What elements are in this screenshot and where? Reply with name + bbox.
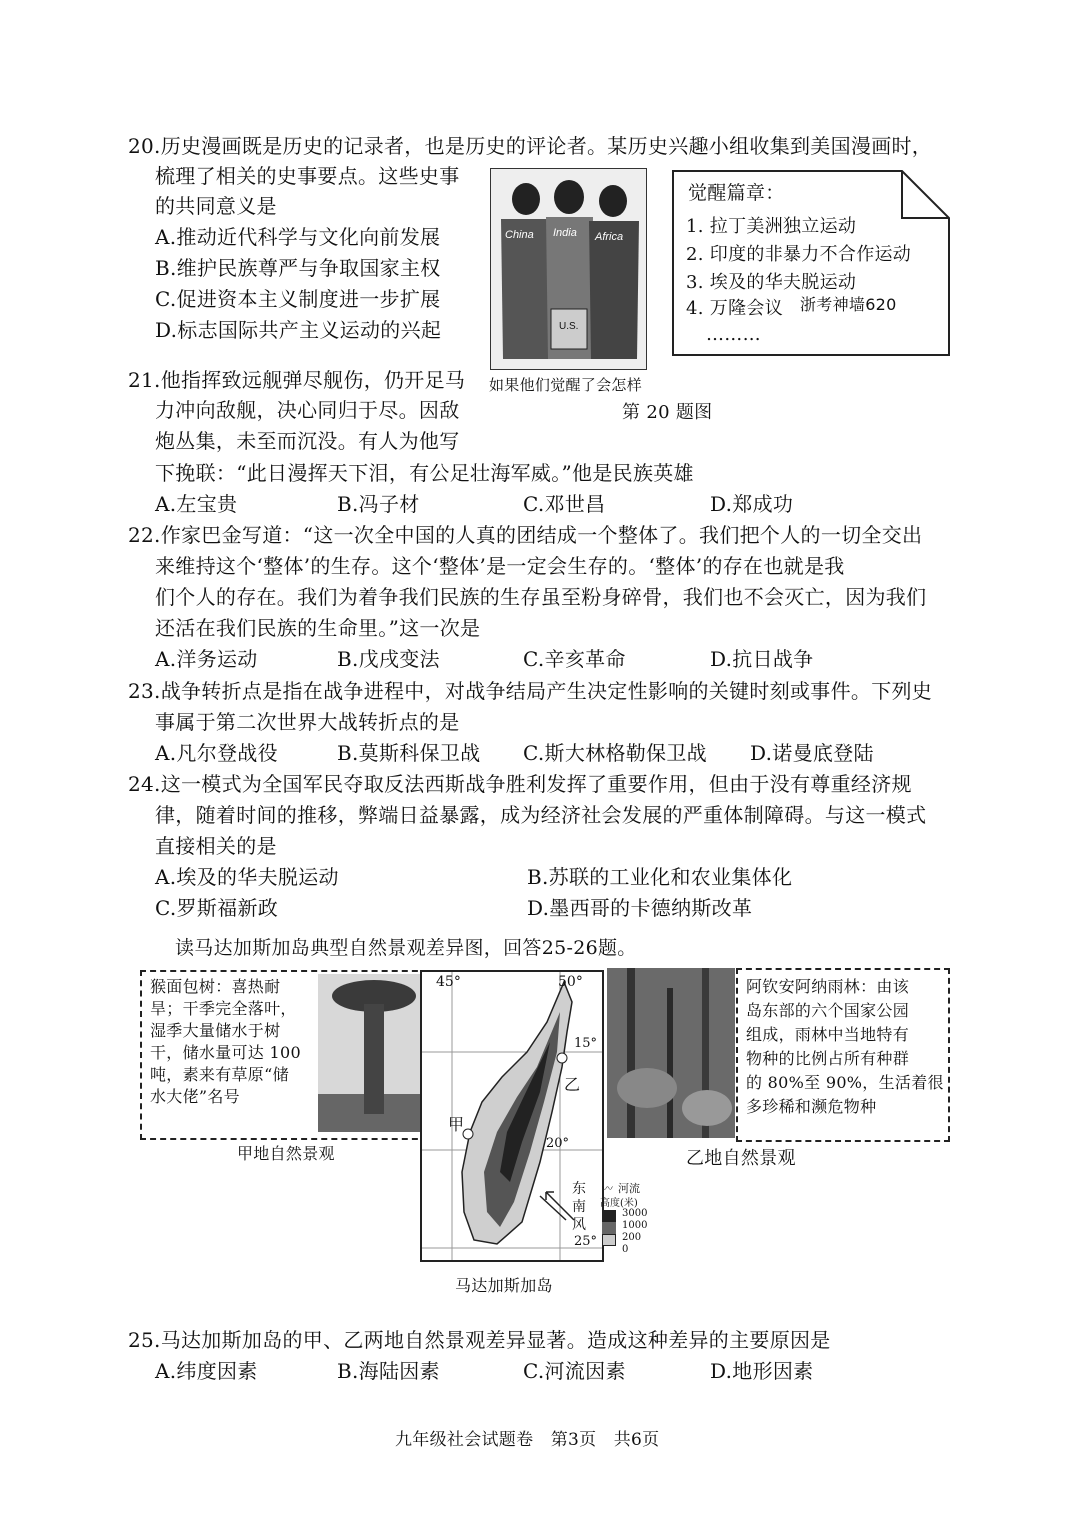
q21-line4: 下挽联：“此日漫挥天下泪，有公足壮海军威。”他是民族英雄 xyxy=(155,461,694,485)
left-landscape-box xyxy=(140,970,438,1140)
q20-stem-line3: 的共同意义是 xyxy=(155,194,277,218)
cartoon-caption: 如果他们觉醒了会怎样 xyxy=(489,376,643,394)
note-title: 觉醒篇章： xyxy=(688,182,785,204)
wind-label-1: 东 xyxy=(572,1181,586,1197)
q21-option-b: B.冯子材 xyxy=(337,492,420,516)
baobab-photo xyxy=(318,974,430,1132)
note-item-2: 2. 印度的非暴力不合作运动 xyxy=(686,244,912,265)
wind-arrows-icon xyxy=(536,1182,576,1222)
baobab-line4: 干，储水量可达 100 xyxy=(150,1043,301,1062)
note-item-3: 3. 埃及的华夫脱运动 xyxy=(686,272,857,293)
legend-value-0: 0 xyxy=(622,1244,629,1255)
q21-line3: 炮丛集，未至而沉没。有人为他写 xyxy=(155,429,460,453)
right-landscape-box xyxy=(736,968,950,1142)
legend-value-3000: 3000 xyxy=(622,1208,648,1219)
wind-label-2: 南 xyxy=(572,1199,586,1215)
note-item-1: 1. 拉丁美洲独立运动 xyxy=(686,216,857,237)
lon-label-45: 45° xyxy=(436,974,461,990)
note-item-4: 4. 万隆会议 xyxy=(686,298,783,319)
rainforest-photo xyxy=(607,968,735,1138)
jia-caption: 甲地自然景观 xyxy=(237,1144,335,1163)
q22-option-a: A.洋务运动 xyxy=(155,647,258,671)
lon-label-50: 50° xyxy=(558,974,583,990)
rainforest-line5: 的 80%至 90%，生活着很 xyxy=(746,1073,944,1092)
q20-option-b: B.维护民族尊严与争取国家主权 xyxy=(155,256,441,280)
legend-swatch-high xyxy=(602,1210,616,1222)
q20-option-a: A.推动近代科学与文化向前发展 xyxy=(155,225,441,249)
q25-option-a: A.纬度因素 xyxy=(155,1359,258,1383)
rainforest-line1: 阿钦安阿纳雨林：由该 xyxy=(746,977,910,996)
baobab-line6: 水大佬”名号 xyxy=(150,1087,240,1106)
q20-figure-caption: 第 20 题图 xyxy=(622,402,713,423)
cartoon-label-india: India xyxy=(553,227,577,239)
q22-option-b: B.戊戌变法 xyxy=(337,647,440,671)
q21-line1: 21.他指挥致远舰弹尽舰伤，仍开足马 xyxy=(128,368,466,392)
q20-option-d: D.标志国际共产主义运动的兴起 xyxy=(155,318,442,342)
wind-label-3: 风 xyxy=(572,1217,586,1233)
cartoon-label-china: China xyxy=(505,229,534,241)
q20-note-card xyxy=(672,170,950,356)
q25-option-b: B.海陆因素 xyxy=(337,1359,440,1383)
cartoon-illustration xyxy=(491,169,646,369)
legend-value-1000: 1000 xyxy=(622,1220,648,1231)
q24-line3: 直接相关的是 xyxy=(155,834,277,858)
map-caption: 马达加斯加岛 xyxy=(455,1276,553,1295)
q22-line3: 们个人的存在。我们为着争我们民族的生存虽至粉身碎骨，我们也不会灭亡，因为我们 xyxy=(155,585,927,609)
lat-label-20: 20° xyxy=(546,1136,570,1151)
q23-option-c: C.斯大林格勒保卫战 xyxy=(523,741,707,765)
legend-height-title: 高度(米) xyxy=(600,1198,638,1209)
page-footer: 九年级社会试题卷 第3页 共6页 xyxy=(395,1430,660,1450)
map-legend xyxy=(600,1180,660,1260)
q22-line4: 还活在我们民族的生命里。”这一次是 xyxy=(155,616,481,640)
q21-option-a: A.左宝贵 xyxy=(155,492,238,516)
point-yi-label: 乙 xyxy=(564,1075,581,1094)
legend-swatch-low xyxy=(602,1234,616,1246)
q23-option-b: B.莫斯科保卫战 xyxy=(337,741,481,765)
q20-stem-line2: 梳理了相关的史事要点。这些史事 xyxy=(155,164,460,188)
rainforest-line6: 多珍稀和濒危物种 xyxy=(746,1097,877,1116)
q24-option-c: C.罗斯福新政 xyxy=(155,896,279,920)
yi-caption: 乙地自然景观 xyxy=(686,1148,796,1169)
legend-value-200: 200 xyxy=(622,1232,642,1243)
rainforest-line4: 物种的比例占所有种群 xyxy=(746,1049,910,1068)
q24-option-a: A.埃及的华夫脱运动 xyxy=(155,865,339,889)
legend-swatch-mid xyxy=(602,1222,616,1234)
point-jia-label: 甲 xyxy=(448,1115,465,1134)
q22-option-c: C.辛亥革命 xyxy=(523,647,626,671)
baobab-line1: 猴面包树：喜热耐 xyxy=(150,977,281,996)
q25-stem: 25.马达加斯加岛的甲、乙两地自然景观差异显著。造成这种差异的主要原因是 xyxy=(128,1328,831,1352)
baobab-line2: 旱；干季完全落叶， xyxy=(150,999,297,1018)
q25-26-intro: 读马达加斯加岛典型自然景观差异图，回答25-26题。 xyxy=(175,937,637,959)
note-ellipsis: ……… xyxy=(706,324,761,345)
cartoon-label-africa: Africa xyxy=(595,231,624,243)
note-watermark: 浙考神墙620 xyxy=(800,295,897,314)
rainforest-line2: 岛东部的六个国家公园 xyxy=(746,1001,910,1020)
rainforest-line3: 组成，雨林中当地特有 xyxy=(746,1025,910,1044)
q24-option-b: B.苏联的工业化和农业集体化 xyxy=(527,865,793,889)
cartoon-label-us: U.S. xyxy=(559,321,579,332)
q21-line2: 力冲向敌舰，决心同归于尽。因敌 xyxy=(155,398,460,422)
q20-cartoon xyxy=(490,168,647,370)
lat-label-25: 25° xyxy=(574,1234,598,1249)
q25-option-d: D.地形因素 xyxy=(710,1359,814,1383)
q21-option-d: D.郑成功 xyxy=(710,492,794,516)
legend-river-icon: 〰 xyxy=(602,1182,613,1195)
q24-line1: 24.这一模式为全国军民夺取反法西斯战争胜利发挥了重要作用，但由于没有尊重经济规 xyxy=(128,772,912,796)
q21-option-c: C.邓世昌 xyxy=(523,492,606,516)
q23-line1: 23.战争转折点是指在战争进程中，对战争结局产生决定性影响的关键时刻或事件。下列史 xyxy=(128,679,933,703)
legend-river-label: 河流 xyxy=(618,1182,640,1195)
baobab-line3: 湿季大量储水于树 xyxy=(150,1021,281,1040)
q20-stem-line1: 20.历史漫画既是历史的记录者，也是历史的评论者。某历史兴趣小组收集到美国漫画时， xyxy=(128,134,933,158)
q20-option-c: C.促进资本主义制度进一步扩展 xyxy=(155,287,441,311)
baobab-line5: 吨，素来有草原“储 xyxy=(150,1065,289,1084)
q24-option-d: D.墨西哥的卡德纳斯改革 xyxy=(527,896,753,920)
lat-label-15: 15° xyxy=(574,1036,598,1051)
q22-line2: 来维持这个‘整体’的生存。这个‘整体’是一定会生存的。‘整体’的存在也就是我 xyxy=(155,554,845,578)
q23-option-a: A.凡尔登战役 xyxy=(155,741,278,765)
q23-option-d: D.诺曼底登陆 xyxy=(750,741,874,765)
madagascar-map xyxy=(420,970,604,1262)
q25-option-c: C.河流因素 xyxy=(523,1359,626,1383)
q24-line2: 律，随着时间的推移，弊端日益暴露，成为经济社会发展的严重体制障碍。与这一模式 xyxy=(155,803,927,827)
q23-line2: 事属于第二次世界大战转折点的是 xyxy=(155,710,460,734)
q22-option-d: D.抗日战争 xyxy=(710,647,814,671)
q22-line1: 22.作家巴金写道：“这一次全中国的人真的团结成一个整体了。我们把个人的一切全交出 xyxy=(128,523,923,547)
